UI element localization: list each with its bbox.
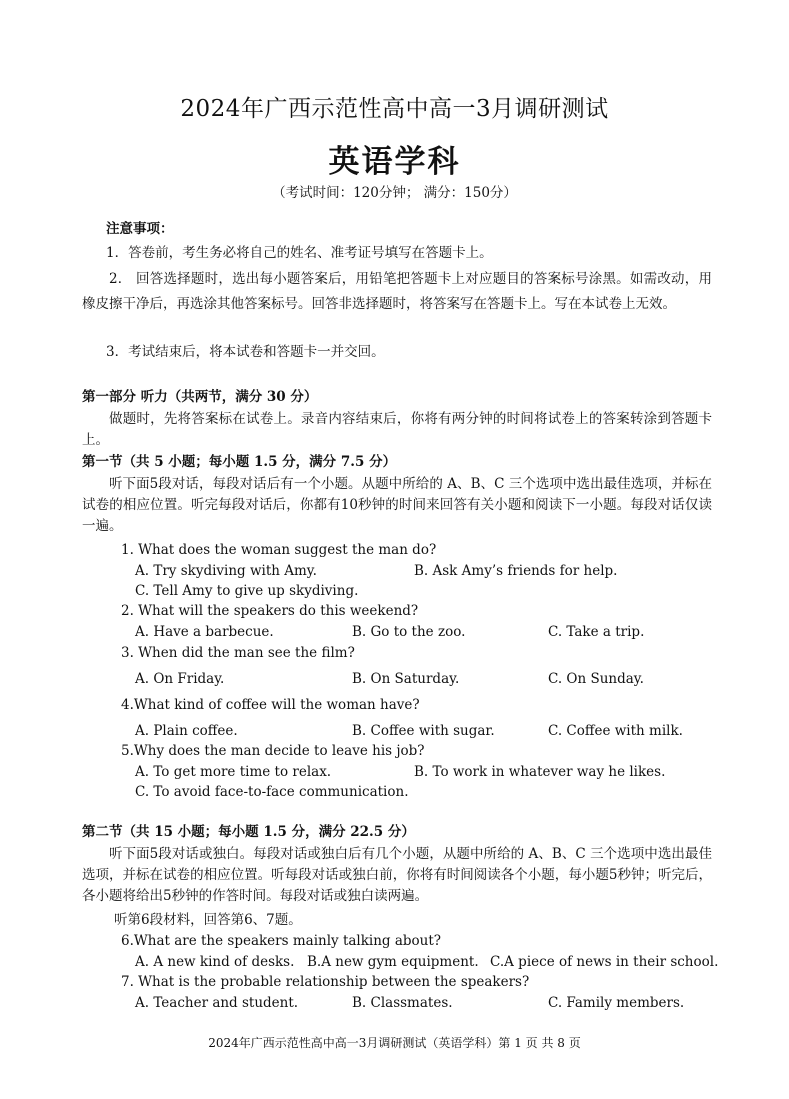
question-3: 3. When did the man see the film? — [121, 645, 355, 661]
section1-intro: 听下面5段对话，每段对话后有一个小题。从题中所给的 A、B、C 三个选项中选出最佳选项，并标在试卷的相应位置。听完每段对话后，你都有10秒钟的时间来回答有关小题和阅读下一小题。每段对话仅读一遍。 — [82, 476, 712, 534]
material-note: 听第6段材料，回答第6、7题。 — [114, 912, 302, 928]
subject-title: 英语学科 — [328, 144, 461, 180]
q5-option-c: C. To avoid face-to-face communication. — [135, 784, 409, 800]
note-item-1: 1．答卷前，考生务必将自己的姓名、准考证号填写在答题卡上。 — [106, 245, 493, 261]
q2-option-b: B. Go to the zoo. — [352, 624, 466, 640]
q6-option-b: B.A new gym equipment. — [307, 954, 479, 970]
q4-option-b: B. Coffee with sugar. — [352, 723, 495, 739]
exam-title: 2024年广西示范性高中高一3月调研测试 — [180, 96, 609, 122]
q2-option-c: C. Take a trip. — [548, 624, 645, 640]
q6-option-a: A. A new kind of desks. — [135, 954, 295, 970]
q4-option-a: A. Plain coffee. — [135, 723, 238, 739]
notes-heading: 注意事项： — [106, 221, 174, 237]
q1-option-b: B. Ask Amy’s friends for help. — [414, 563, 618, 579]
question-7: 7. What is the probable relationship between the speakers? — [121, 974, 530, 990]
q5-option-b: B. To work in whatever way he likes. — [414, 764, 666, 780]
q5-option-a: A. To get more time to relax. — [135, 764, 332, 780]
part1-heading: 第一部分 听力（共两节，满分 30 分） — [82, 389, 318, 405]
q7-option-a: A. Teacher and student. — [135, 995, 299, 1011]
page-footer: 2024年广西示范性高中高一3月调研测试（英语学科）第 1 页 共 8 页 — [208, 1036, 581, 1050]
section2-heading: 第二节（共 15 小题；每小题 1.5 分，满分 22.5 分） — [82, 824, 415, 840]
q1-option-a: A. Try skydiving with Amy. — [135, 563, 317, 579]
q3-option-c: C. On Sunday. — [548, 671, 644, 687]
q7-option-c: C. Family members. — [548, 995, 685, 1011]
question-4: 4.What kind of coffee will the woman have? — [121, 697, 420, 713]
question-2: 2. What will the speakers do this weekend? — [121, 603, 419, 619]
q4-option-c: C. Coffee with milk. — [548, 723, 683, 739]
exam-info: （考试时间：120分钟； 满分：150分） — [272, 185, 517, 201]
question-1: 1. What does the woman suggest the man do? — [121, 542, 437, 558]
question-6: 6.What are the speakers mainly talking about? — [121, 933, 442, 949]
section1-heading: 第一节（共 5 小题；每小题 1.5 分，满分 7.5 分） — [82, 454, 397, 470]
q6-option-c: C.A piece of news in their school. — [490, 954, 719, 970]
note-item-2: 2． 回答选择题时，选出每小题答案后，用铅笔把答题卡上对应题目的答案标号涂黑。如需改动，用橡皮擦干净后，再选涂其他答案标号。回答非选择题时，将答案写在答题卡上。写在本试卷上无效。 — [82, 271, 712, 312]
section2-intro: 听下面5段对话或独白。每段对话或独白后有几个小题，从题中所给的 A、B、C 三个选项中选出最佳选项，并标在试卷的相应位置。听每段对话或独白前，你将有时间阅读各个小题，每小题5秒钟；听完后，各小题将给出5秒钟的作答时间。每段对话或独白读两遍。 — [82, 846, 712, 904]
question-5: 5.Why does the man decide to leave his job? — [121, 743, 425, 759]
q7-option-b: B. Classmates. — [352, 995, 453, 1011]
q3-option-b: B. On Saturday. — [352, 671, 460, 687]
note-item-3: 3．考试结束后，将本试卷和答题卡一并交回。 — [106, 344, 385, 360]
q3-option-a: A. On Friday. — [135, 671, 225, 687]
part1-intro: 做题时，先将答案标在试卷上。录音内容结束后，你将有两分钟的时间将试卷上的答案转涂到答题卡上。 — [82, 411, 712, 448]
q2-option-a: A. Have a barbecue. — [135, 624, 274, 640]
q1-option-c: C. Tell Amy to give up skydiving. — [135, 583, 359, 599]
